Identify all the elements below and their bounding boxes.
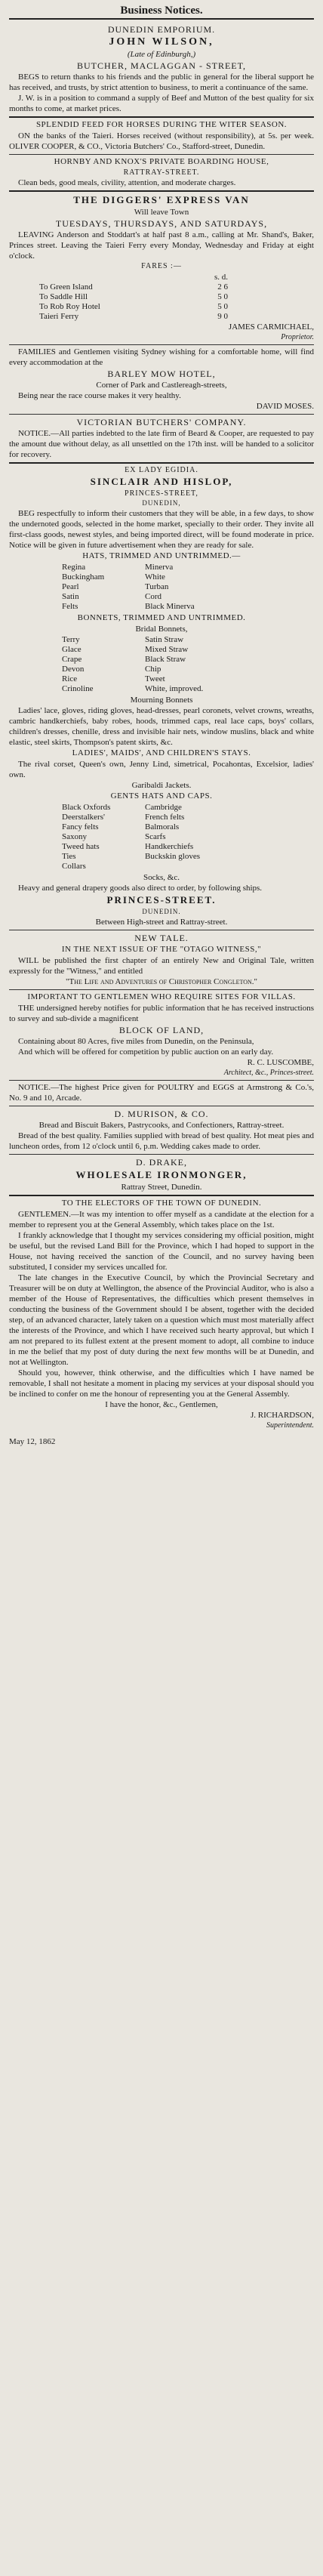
ad-heading: D. DRAKE, [136, 1157, 187, 1168]
tale-title: "The Life and Adventures of Christopher Congleton." [65, 977, 258, 986]
ad-body: J. W. is in a position to command a supply of Beef and Mutton of the best quality for six months to come, at market prices. [9, 94, 314, 113]
ad-signature: R. C. LUSCOMBE, [247, 1058, 314, 1067]
ad-heading: SPLENDID FEED FOR HORSES DURING THE WITER SEASON. [35, 120, 288, 129]
fare-row: Taieri Ferry 9 0 [39, 312, 228, 321]
ad-feed [9, 118, 314, 155]
ad-signature: DAVID MOSES. [256, 402, 314, 411]
ad-heading: THE DIGGERS' EXPRESS VAN [73, 194, 250, 205]
ad-trade: Bread and Biscuit Bakers, Pastrycooks, and Confectioners, Rattray-street. [38, 1121, 285, 1130]
hats-list: Regina Minerva Buckingham White Pearl Turban Satin Cord Felts Black Minerva [62, 563, 195, 611]
fare-head: s. d. [214, 273, 228, 282]
ad-boarding [9, 155, 314, 192]
ad-body: GENTLEMEN.—It was my intention to offer myself as a candidate at the election for a member to represent you at the General Assembly, which takes place on the 1st. [9, 1210, 314, 1229]
ad-body: The late changes in the Executive Council, by which the Provincial Secretary and Treasurer will be on duty at Wellington, the absence of the Provincial Auditor, who is also a member of the House of Representatives, the difficulties which present themselves in conducting the business of the Government should I be absent, together with the decided step, of an advanced character, lately taken on a question which must most materially affect the interests of the Province, and which I have received such hearty approval, but which I am not prepared to its fullest extent at the present moment to adopt, all combine to induce in me the belief that my post of duty during the next few months will be at Dunedin, and not at Wellington. [9, 1273, 314, 1367]
ad-address: PRINCES-STREET, [125, 489, 198, 498]
ad-address: Rattray Street, Dunedin. [121, 1183, 202, 1192]
bonnets-list: Terry Satin Straw Glace Mixed Straw Crape Black Straw Devon Chip Rice Tweet Crinoline White, improved. [62, 635, 204, 693]
ad-heading: EX LADY EGIDIA. [125, 466, 198, 474]
ad-electors [9, 1196, 314, 1449]
ad-closing: I have the honor, &c., Gentlemen, [105, 1400, 218, 1409]
ad-egidia [9, 464, 314, 930]
ad-body: THE undersigned hereby notifies for public information that he has received instructions to survey and sub-divide a magnificent [9, 1004, 314, 1023]
ad-body: Heavy and general drapery goods also direct to order, by following ships. [18, 884, 263, 893]
ad-city: DUNEDIN, [142, 499, 181, 507]
ad-body: And which will be offered for competition by public auction on an early day. [18, 1047, 274, 1057]
ad-emporium [9, 22, 314, 118]
ad-heading: IMPORTANT TO GENTLEMEN WHO REQUIRE SITES FOR VILLAS. [27, 992, 296, 1001]
ad-body: BEGS to return thanks to his friends and the public in general for the liberal support he has received, and trusts, by strict attention to business, to merit a continuance of the same. [9, 72, 314, 92]
ad-body: I frankly acknowledge that I thought my services considering my official position, might be useful, but the revised Land Bill for the Province, which I had hoped to support in the House, not having received the sanction of the Council, and no survey having been substituted, I consider my services uncalled for. [9, 1231, 314, 1272]
ad-leave: Will leave Town [134, 208, 189, 217]
ad-heading: D. MURISON, & CO. [114, 1109, 209, 1119]
ad-body: WILL be published the first chapter of an entirely New and Original Tale, written expressly for the "Witness," and entitled [9, 956, 314, 976]
ad-block: BLOCK OF LAND, [118, 1025, 205, 1035]
garibaldi-label: Garibaldi Jackets. [131, 781, 192, 790]
ad-street: PRINCES-STREET. [106, 894, 217, 905]
ad-name: SINCLAIR AND HISLOP, [90, 476, 233, 487]
ad-role: Architect, &c., Princes-street. [223, 1069, 314, 1077]
ad-corner: Corner of Park and Castlereagh-streets, [96, 381, 227, 390]
ad-signature: JAMES CARMICHAEL, [228, 322, 314, 332]
ad-body: ON the banks of the Taieri. Horses received (without responsibility), at 5s. per week. OLIVER COOPER, & CO., Victoria Butchers' Co., Stafford-street, Dunedin. [9, 131, 314, 151]
ad-address: BUTCHER, MACLAGGAN - STREET, [76, 60, 247, 71]
ad-poultry [9, 1081, 314, 1106]
ad-newtale [9, 930, 314, 990]
ad-heading2: WHOLESALE IRONMONGER, [75, 1169, 248, 1180]
ad-heading: DUNEDIN EMPORIUM. [107, 24, 216, 35]
ad-body: NOTICE.—The highest Price given for POULTRY and EGGS at Armstrong & Co.'s, No. 9 and 10, Arcade. [9, 1083, 314, 1103]
stays-heading: LADIES', MAIDS', AND CHILDREN'S STAYS. [72, 748, 251, 757]
fare-row: To Green Island 2 6 [39, 282, 228, 292]
ad-name: JOHN WILSON, [109, 36, 214, 48]
ad-body: BEG respectfully to inform their customers that they will be able, in a few days, to show the undernoted goods, selected in the home market, specially to their order. They invite all first-class goods, newest styles, and being imported direct, will be found moderate in price. Notice will be given in future advertisement when they are ready for sale. [9, 509, 314, 550]
ad-role: Superintendent. [266, 1421, 314, 1430]
gents-heading: GENTS HATS AND CAPS. [110, 791, 213, 801]
ad-hotel: BARLEY MOW HOTEL, [107, 369, 216, 379]
ad-body: Should you, however, think otherwise, and the difficulties which I have named be removable, I shall not hesitate a moment in placing my services at your disposal should you be inclined to confer on me the honour of representing you at the General Assembly. [9, 1368, 314, 1399]
ad-drake [9, 1155, 314, 1196]
section-title: Business Notices. [9, 3, 314, 20]
fare-row: To Rob Roy Hotel 5 0 [39, 302, 228, 311]
ad-murison [9, 1106, 314, 1155]
fares-table [39, 273, 228, 322]
ad-heading: NEW TALE. [134, 933, 189, 943]
ad-signature: J. RICHARDSON, [250, 1411, 314, 1420]
socks-label: Socks, &c. [143, 873, 180, 882]
bridal-label: Bridal Bonnets, [135, 625, 188, 634]
ad-between: Between High-street and Rattray-street. [95, 918, 228, 927]
bonnets-heading: BONNETS, TRIMMED AND UNTRIMMED. [77, 613, 246, 622]
ad-body: LEAVING Anderson and Stoddart's at half past 8 a.m., calling at Mr. Shand's, Baker, Princes street. Leaving the Taieri Ferry every Monday, Wednesday and Friday at eight o'clock. [9, 230, 314, 261]
ad-body: Clean beds, good meals, civility, attention, and moderate charges. [18, 178, 236, 187]
ad-body: Being near the race course makes it very healthy. [18, 391, 181, 400]
ad-heading: TO THE ELECTORS OF THE TOWN OF DUNEDIN. [61, 1199, 262, 1208]
ad-victorian [9, 415, 314, 464]
ad-city: DUNEDIN. [142, 908, 181, 915]
ad-express [9, 192, 314, 345]
ad-address: RATTRAY-STREET. [123, 168, 200, 177]
ad-body: Containing about 80 Acres, five miles from Dunedin, on the Peninsula, [18, 1037, 254, 1046]
ad-date: May 12, 1862 [9, 1437, 56, 1446]
fare-row: To Saddle Hill 5 0 [39, 292, 228, 301]
ad-days: TUESDAYS, THURSDAYS, AND SATURDAYS, [55, 218, 268, 229]
ad-body: Ladies' lace, gloves, riding gloves, head-dresses, pearl coronets, velvet crowns, wreaths, cambric handkerchiefs, baby robes, hoods, trimmed caps, real lace caps, boys' collars, children's dresses, chenille, dress and invisible hair nets, window muslins, black and white elastic, steel skirts, Thompson's patent skirts, &c. [9, 706, 314, 747]
fares-label: FARES :— [141, 262, 182, 270]
gents-list: Black Oxfords Cambridge Deerstalkers' French felts Fancy felts Balmorals Saxony Scarfs Tweed hats Handkerchiefs Ties Buckskin gloves Collars [62, 803, 201, 871]
ad-important [9, 990, 314, 1081]
ad-heading: HORNBY AND KNOX'S PRIVATE BOARDING HOUSE, [54, 157, 269, 166]
ad-subtitle: (Late of Edinburgh,) [127, 50, 196, 59]
ad-body: NOTICE.—All parties indebted to the late firm of Beard & Cooper, are requested to pay the amount due without delay, as all unsettled on the 17th inst. will be handed to a solicitor for recovery. [9, 429, 314, 459]
ad-body: The rival corset, Queen's own, Jenny Lind, simetrical, Pocahontas, Excelsior, ladies' own. [9, 760, 314, 779]
ad-families [9, 345, 314, 415]
ad-heading: VICTORIAN BUTCHERS' COMPANY. [76, 417, 247, 427]
ad-body: Bread of the best quality. Families supplied with bread of best quality. Hot meat pies and luncheon ordes, from 12 o'clock until 6, p.m. Wedding cakes made to order. [9, 1131, 314, 1151]
ad-role: Proprietor. [281, 333, 314, 341]
hats-heading: HATS, TRIMMED AND UNTRIMMED.— [82, 551, 241, 560]
ad-heading2: IN THE NEXT ISSUE OF THE "OTAGO WITNESS," [61, 945, 262, 954]
ad-body: FAMILIES and Gentlemen visiting Sydney wishing for a comfortable home, will find every accommodation at the [9, 347, 314, 367]
mourning-label: Mourning Bonnets [130, 696, 193, 705]
